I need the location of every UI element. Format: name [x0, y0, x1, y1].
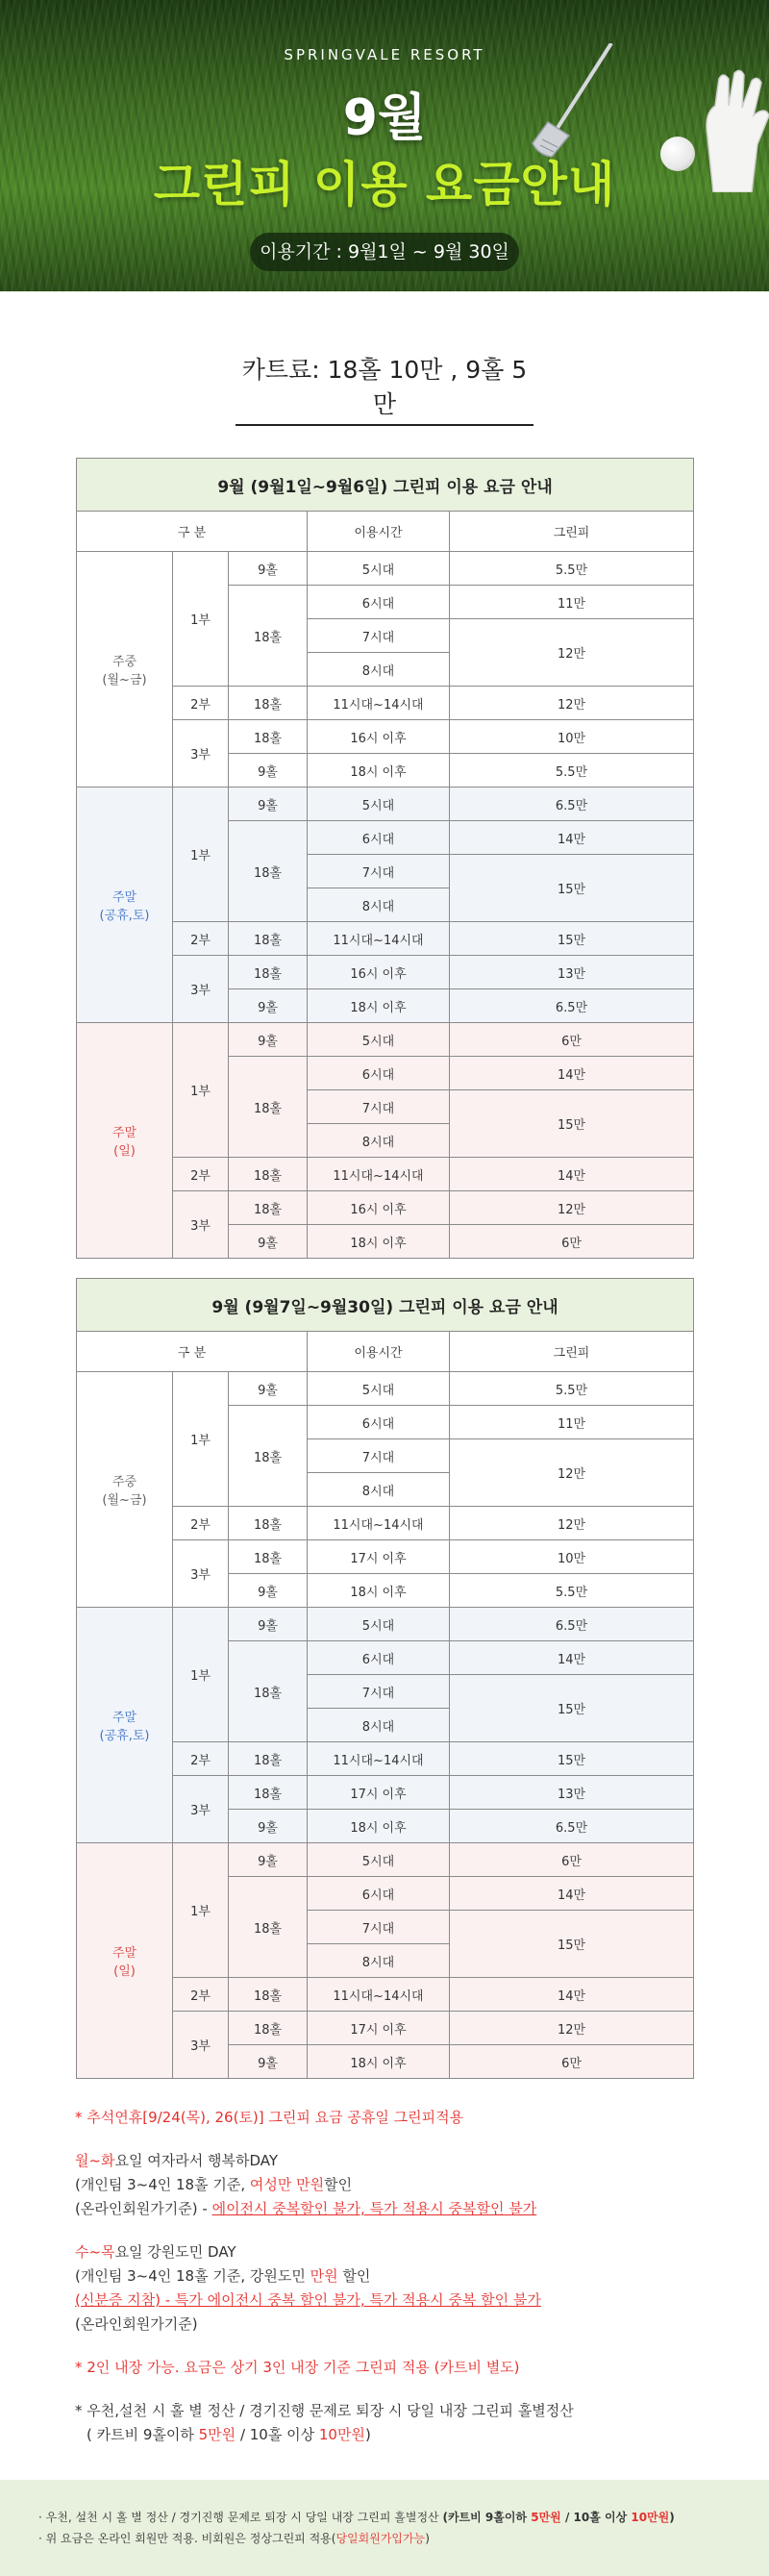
fee-value: 12만 — [450, 687, 694, 720]
gangwon-day-line3: (온라인회원가기준) — [75, 2315, 198, 2333]
notes-section — [75, 2106, 709, 2447]
period-badge: 이용기간 : 9월1일 ~ 9월 30일 — [250, 233, 519, 271]
hole-label: 18홀 — [229, 1507, 308, 1540]
time-label: 11시대~14시대 — [308, 1978, 450, 2012]
hole-label: 9홀 — [229, 1574, 308, 1608]
hole-label: 18홀 — [229, 1641, 308, 1742]
time-label: 6시대 — [308, 1057, 450, 1090]
fee-value: 15만 — [450, 1090, 694, 1158]
hole-label: 9홀 — [229, 1843, 308, 1877]
time-label: 6시대 — [308, 586, 450, 619]
fee-value: 6만 — [450, 1225, 694, 1259]
category-label: 주말 — [112, 1711, 137, 1725]
time-label: 6시대 — [308, 821, 450, 855]
page-title: 그린피 이용 요금안내 — [153, 157, 616, 213]
hole-label: 18홀 — [229, 720, 308, 754]
hole-label: 18홀 — [229, 1776, 308, 1810]
category-sub-label: (공휴,토) — [99, 1729, 150, 1743]
time-label: 6시대 — [308, 1406, 450, 1439]
table-header-row — [77, 512, 694, 552]
fee-value: 14만 — [450, 1057, 694, 1090]
column-header-fee: 그린피 — [450, 1332, 694, 1372]
part-label: 3부 — [173, 1776, 229, 1843]
hole-label: 18홀 — [229, 1742, 308, 1776]
fee-value: 6만 — [450, 2045, 694, 2079]
time-label: 5시대 — [308, 788, 450, 821]
fee-value: 12만 — [450, 1507, 694, 1540]
column-header-section: 구 분 — [77, 512, 308, 552]
gangwon-day-note — [75, 2240, 709, 2337]
time-label: 11시대~14시대 — [308, 1742, 450, 1776]
fee-value: 10만 — [450, 720, 694, 754]
table-title: 9월 (9월1일~9월6일) 그린피 이용 요금 안내 — [77, 459, 694, 512]
fee-value: 15만 — [450, 922, 694, 956]
part-label: 2부 — [173, 1742, 229, 1776]
hole-label: 18홀 — [229, 586, 308, 687]
fee-value: 6.5만 — [450, 788, 694, 821]
footer-line1: · 우천, 설천 시 홀 별 정산 / 경기진행 문제로 퇴장 시 당일 내장 그린피 홀별정산 (카트비 9홀이하 5만원 / 10홀 이상 10만원) — [38, 2511, 675, 2524]
hole-label: 9홀 — [229, 1608, 308, 1641]
hole-label: 9홀 — [229, 788, 308, 821]
womens-day-line2: (온라인회원가기준) - 에이전시 중복할인 불가, 특가 적용시 중복할인 불가 — [75, 2200, 537, 2217]
part-label: 3부 — [173, 1191, 229, 1259]
fee-value: 15만 — [450, 1742, 694, 1776]
part-label: 1부 — [173, 788, 229, 922]
part-label: 1부 — [173, 1023, 229, 1158]
category-sunday — [77, 1023, 173, 1259]
part-label: 2부 — [173, 687, 229, 720]
hole-label: 9홀 — [229, 1225, 308, 1259]
category-label: 주중 — [112, 655, 137, 669]
part-label: 2부 — [173, 1158, 229, 1191]
time-label: 18시 이후 — [308, 2045, 450, 2079]
time-label: 18시 이후 — [308, 1574, 450, 1608]
time-label: 17시 이후 — [308, 2012, 450, 2045]
category-label: 주말 — [112, 890, 137, 905]
fee-value: 11만 — [450, 1406, 694, 1439]
fee-value: 10만 — [450, 1540, 694, 1574]
hole-label: 18홀 — [229, 1406, 308, 1507]
green-fee-table — [76, 458, 694, 1259]
hole-label: 9홀 — [229, 552, 308, 586]
golf-club-icon — [519, 43, 625, 159]
table-header-row — [77, 1332, 694, 1372]
fee-value: 5.5만 — [450, 552, 694, 586]
part-label: 3부 — [173, 956, 229, 1023]
footer-notice — [0, 2480, 769, 2576]
column-header-time: 이용시간 — [308, 1332, 450, 1372]
hole-label: 18홀 — [229, 1978, 308, 2012]
part-label: 3부 — [173, 720, 229, 788]
fee-value: 5.5만 — [450, 1574, 694, 1608]
category-sub-label: (일) — [113, 1144, 136, 1159]
time-label: 8시대 — [308, 653, 450, 687]
time-label: 7시대 — [308, 619, 450, 653]
fee-value: 6.5만 — [450, 1608, 694, 1641]
hole-label: 9홀 — [229, 1023, 308, 1057]
hole-label: 9홀 — [229, 989, 308, 1023]
column-header-section: 구 분 — [77, 1332, 308, 1372]
weather-note — [75, 2399, 709, 2447]
two-player-note: * 2인 내장 가능. 요금은 상기 3인 내장 기준 그린피 적용 (카트비 별도) — [75, 2359, 520, 2376]
fee-value: 6만 — [450, 1023, 694, 1057]
column-header-time: 이용시간 — [308, 512, 450, 552]
part-label: 2부 — [173, 1978, 229, 2012]
header-banner — [0, 0, 769, 291]
hole-label: 9홀 — [229, 1372, 308, 1406]
time-label: 7시대 — [308, 855, 450, 888]
table-row — [77, 1372, 694, 1406]
category-weekday — [77, 552, 173, 788]
womens-day-line1: (개인팀 3~4인 18홀 기준, 여성만 만원할인 — [75, 2176, 353, 2193]
category-sub-label: (공휴,토) — [99, 909, 150, 923]
table-row — [77, 1023, 694, 1057]
time-label: 6시대 — [308, 1877, 450, 1911]
time-label: 11시대~14시대 — [308, 687, 450, 720]
fee-value: 15만 — [450, 1911, 694, 1978]
time-label: 18시 이후 — [308, 1225, 450, 1259]
category-label: 주중 — [112, 1475, 137, 1489]
time-label: 18시 이후 — [308, 1810, 450, 1843]
time-label: 5시대 — [308, 1608, 450, 1641]
time-label: 11시대~14시대 — [308, 1158, 450, 1191]
glove-icon — [694, 67, 769, 192]
part-label: 2부 — [173, 922, 229, 956]
part-label: 1부 — [173, 1843, 229, 1978]
fee-value: 12만 — [450, 619, 694, 687]
hole-label: 18홀 — [229, 1191, 308, 1225]
column-header-fee: 그린피 — [450, 512, 694, 552]
hole-label: 18홀 — [229, 2012, 308, 2045]
part-label: 1부 — [173, 1372, 229, 1507]
resort-name: SPRINGVALE RESORT — [284, 46, 485, 63]
fee-value: 14만 — [450, 1978, 694, 2012]
time-label: 11시대~14시대 — [308, 922, 450, 956]
category-saturday — [77, 788, 173, 1023]
fee-value: 13만 — [450, 1776, 694, 1810]
fee-value: 6.5만 — [450, 1810, 694, 1843]
part-label: 3부 — [173, 2012, 229, 2079]
fee-value: 14만 — [450, 1641, 694, 1675]
chuseok-note: * 추석연휴[9/24(목), 26(토)] 그린피 요금 공휴일 그린피적용 — [75, 2109, 464, 2126]
fee-value: 5.5만 — [450, 1372, 694, 1406]
table-title-row — [77, 459, 694, 512]
fee-value: 12만 — [450, 1439, 694, 1507]
category-label: 주말 — [112, 1946, 137, 1961]
table-row — [77, 1608, 694, 1641]
time-label: 16시 이후 — [308, 720, 450, 754]
time-label: 8시대 — [308, 888, 450, 922]
hole-label: 9홀 — [229, 1810, 308, 1843]
footer-line2: · 위 요금은 온라인 회원만 적용. 비회원은 정상그린피 적용(당일회원가입가능) — [38, 2532, 430, 2545]
category-sunday — [77, 1843, 173, 2079]
womens-day-title: 월~화요일 여자라서 행복하DAY — [75, 2152, 279, 2169]
time-label: 11시대~14시대 — [308, 1507, 450, 1540]
hole-label: 18홀 — [229, 1540, 308, 1574]
womens-day-note — [75, 2149, 709, 2221]
hole-label: 9홀 — [229, 2045, 308, 2079]
category-sub-label: (월~금) — [102, 673, 147, 688]
hole-label: 18홀 — [229, 1158, 308, 1191]
time-label: 6시대 — [308, 1641, 450, 1675]
hole-label: 18홀 — [229, 821, 308, 922]
time-label: 16시 이후 — [308, 1191, 450, 1225]
hole-label: 18홀 — [229, 687, 308, 720]
month-title: 9월 — [342, 89, 427, 147]
time-label: 7시대 — [308, 1439, 450, 1473]
time-label: 5시대 — [308, 1023, 450, 1057]
part-label: 1부 — [173, 1608, 229, 1742]
part-label: 3부 — [173, 1540, 229, 1608]
part-label: 2부 — [173, 1507, 229, 1540]
time-label: 8시대 — [308, 1944, 450, 1978]
time-label: 18시 이후 — [308, 989, 450, 1023]
time-label: 16시 이후 — [308, 956, 450, 989]
table-row — [77, 552, 694, 586]
category-label: 주말 — [112, 1126, 137, 1140]
category-sub-label: (일) — [113, 1964, 136, 1979]
gangwon-day-title: 수~목요일 강원도민 DAY — [75, 2243, 236, 2261]
table-title-row — [77, 1279, 694, 1332]
weather-note-line2: ( 카트비 9홀이하 5만원 / 10홀 이상 10만원) — [87, 2426, 371, 2443]
hole-label: 18홀 — [229, 956, 308, 989]
fee-value: 5.5만 — [450, 754, 694, 788]
time-label: 18시 이후 — [308, 754, 450, 788]
hole-label: 18홀 — [229, 922, 308, 956]
cart-fee: 카트료: 18홀 10만 , 9홀 5만 — [236, 351, 533, 426]
fee-value: 15만 — [450, 1675, 694, 1742]
fee-value: 12만 — [450, 1191, 694, 1225]
fee-value: 14만 — [450, 1877, 694, 1911]
table-row — [77, 788, 694, 821]
category-saturday — [77, 1608, 173, 1843]
golf-ball-icon — [660, 137, 695, 171]
time-label: 17시 이후 — [308, 1776, 450, 1810]
time-label: 5시대 — [308, 552, 450, 586]
fee-value: 15만 — [450, 855, 694, 922]
hole-label: 18홀 — [229, 1057, 308, 1158]
fee-value: 14만 — [450, 821, 694, 855]
time-label: 7시대 — [308, 1675, 450, 1709]
hole-label: 18홀 — [229, 1877, 308, 1978]
part-label: 1부 — [173, 552, 229, 687]
time-label: 5시대 — [308, 1372, 450, 1406]
weather-note-line1: * 우천,설천 시 홀 별 정산 / 경기진행 문제로 퇴장 시 당일 내장 그린피 홀별정산 — [75, 2402, 574, 2419]
time-label: 5시대 — [308, 1843, 450, 1877]
time-label: 8시대 — [308, 1124, 450, 1158]
fee-value: 12만 — [450, 2012, 694, 2045]
category-sub-label: (월~금) — [102, 1493, 147, 1508]
gangwon-day-line1: (개인팀 3~4인 18홀 기준, 강원도민 만원 할인 — [75, 2267, 371, 2285]
fee-value: 6.5만 — [450, 989, 694, 1023]
gangwon-day-line2: (신분증 지참) - 특가 에이전시 중복 할인 불가, 특가 적용시 중복 할인 불가 — [75, 2291, 541, 2309]
fee-value: 11만 — [450, 586, 694, 619]
green-fee-table — [76, 1278, 694, 2079]
time-label: 8시대 — [308, 1473, 450, 1507]
category-weekday — [77, 1372, 173, 1608]
fee-value: 13만 — [450, 956, 694, 989]
table-row — [77, 1843, 694, 1877]
time-label: 7시대 — [308, 1911, 450, 1944]
table-title: 9월 (9월7일~9월30일) 그린피 이용 요금 안내 — [77, 1279, 694, 1332]
fee-value: 6만 — [450, 1843, 694, 1877]
hole-label: 9홀 — [229, 754, 308, 788]
fee-value: 14만 — [450, 1158, 694, 1191]
time-label: 17시 이후 — [308, 1540, 450, 1574]
time-label: 7시대 — [308, 1090, 450, 1124]
time-label: 8시대 — [308, 1709, 450, 1742]
